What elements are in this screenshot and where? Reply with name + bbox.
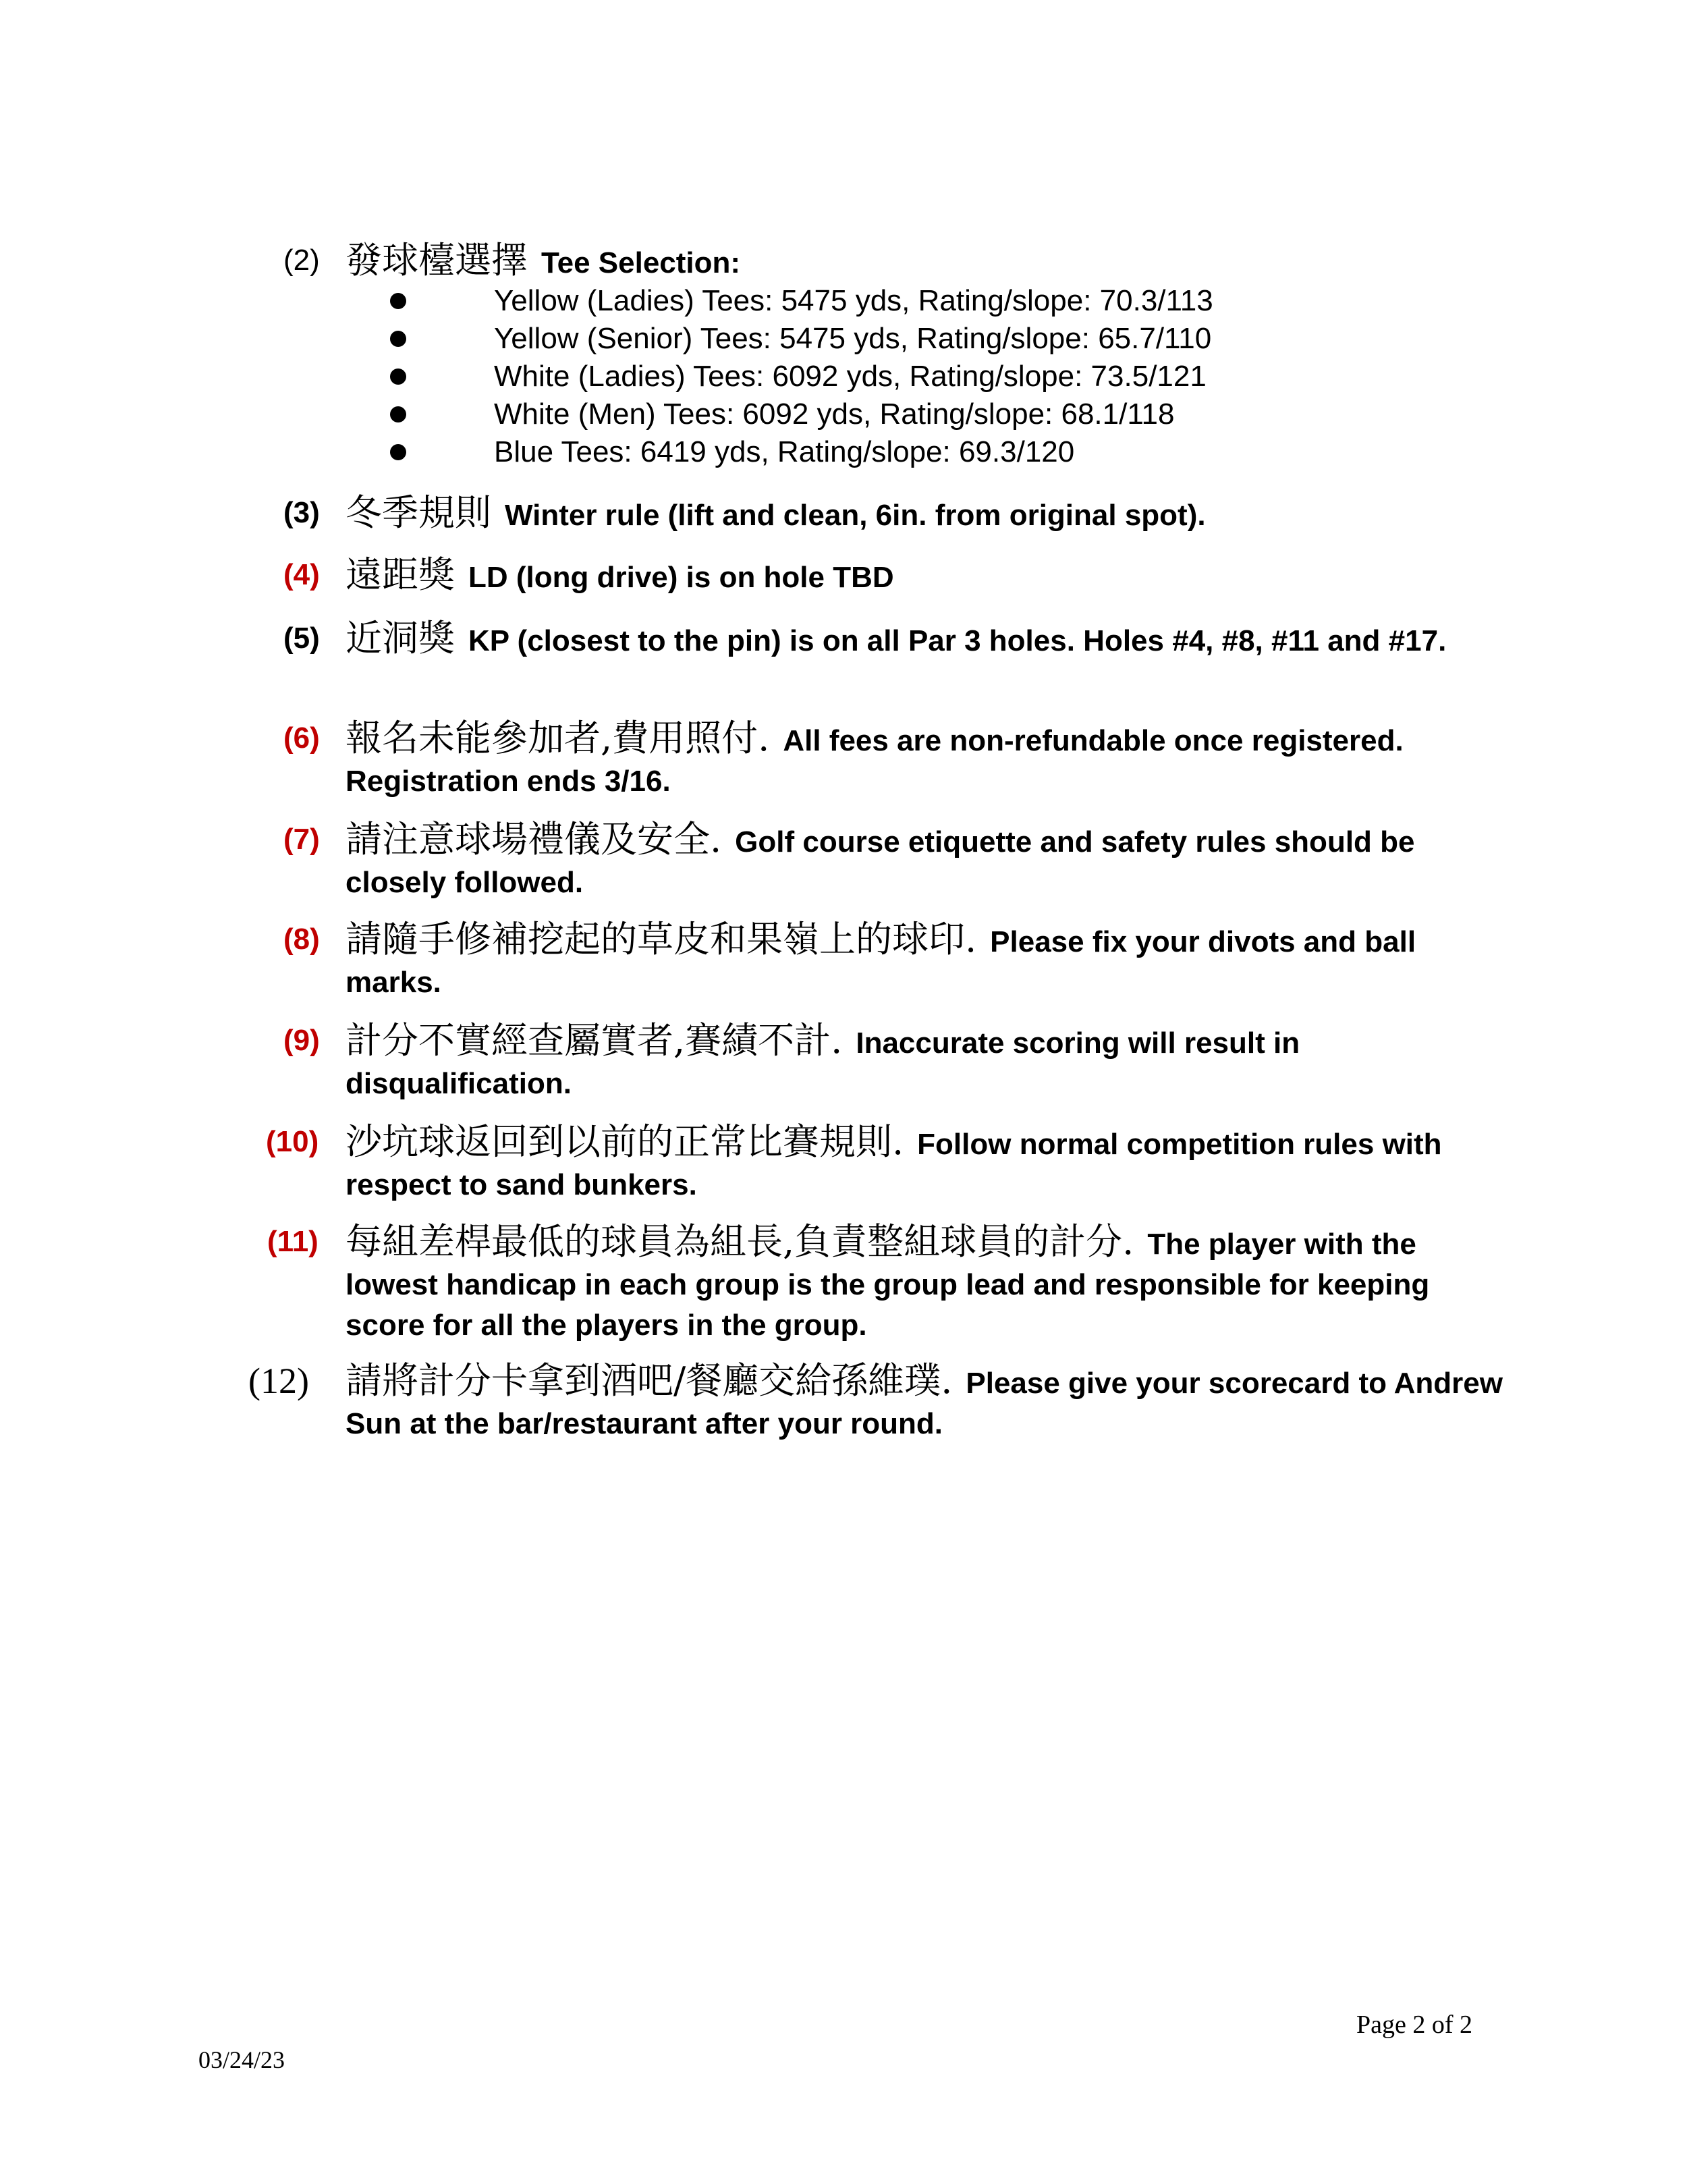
rule-number: (7): [283, 823, 320, 856]
list-item: [0, 320, 1687, 358]
rule-text-zh: 發球檯選擇: [345, 239, 528, 281]
bullet-icon: [390, 368, 406, 385]
rule-number: (6): [283, 721, 320, 755]
rule-text-en: KP (closest to the pin) is on all Par 3 holes. Holes #4, #8, #11 and #17.: [468, 624, 1447, 657]
rule-number: (2): [283, 244, 320, 277]
rule-text-en: Please give your scorecard to Andrew Sun at the bar/restaurant after your round.: [345, 1367, 1503, 1440]
tee-option-text: White (Ladies) Tees: 6092 yds, Rating/slope: 73.5/121: [494, 360, 1207, 393]
rule-text-zh: 每組差桿最低的球員為組長,負責整組球員的計分.: [345, 1220, 1134, 1263]
rule-text-zh: 請注意球場禮儀及安全.: [345, 818, 722, 861]
rule-body: [345, 1222, 1506, 1346]
rule-body: [345, 1122, 1506, 1205]
tee-option-text: Yellow (Ladies) Tees: 5475 yds, Rating/slope: 70.3/113: [494, 284, 1213, 317]
rule-number: (8): [283, 923, 320, 956]
rule-body: [345, 493, 1506, 536]
list-item: [0, 433, 1687, 471]
rule-number: (10): [266, 1125, 319, 1158]
rule-number: (11): [267, 1225, 319, 1258]
rule-body: [345, 618, 1506, 661]
bullet-icon: [390, 444, 406, 460]
rule-text-en: Inaccurate scoring will result in disqualification.: [345, 1027, 1300, 1100]
tee-option-text: Blue Tees: 6419 yds, Rating/slope: 69.3/120: [494, 435, 1075, 468]
rule-text-en: All fees are non-refundable once registered. Registration ends 3/16.: [345, 724, 1404, 798]
rule-text-en: LD (long drive) is on hole TBD: [468, 561, 894, 594]
rule-body: [345, 1361, 1506, 1444]
rule-text-zh: 計分不實經查屬實者,賽績不計.: [345, 1019, 843, 1062]
rule-text-zh: 遠距獎: [345, 553, 455, 596]
rule-body: [345, 718, 1506, 802]
rule-body: [345, 240, 1506, 283]
rule-text-en: Follow normal competition rules with respect to sand bunkers.: [345, 1128, 1442, 1201]
rule-text-zh: 報名未能參加者,費用照付.: [345, 717, 770, 759]
rule-text-en: Please fix your divots and ball marks.: [345, 925, 1416, 999]
bullet-icon: [390, 406, 406, 422]
rule-text-zh: 沙坑球返回到以前的正常比賽規則.: [345, 1120, 904, 1163]
rule-body: [345, 1020, 1506, 1104]
rule-body: [345, 555, 1506, 598]
rule-body: [345, 819, 1506, 903]
rule-text-en: The player with the lowest handicap in each group is the group lead and responsible for keeping score for all the players in the group.: [345, 1228, 1430, 1342]
page-number: Page 2 of 2: [1356, 2011, 1473, 2039]
rule-number: (3): [283, 496, 320, 529]
tee-option-text: White (Men) Tees: 6092 yds, Rating/slope: 68.1/118: [494, 398, 1175, 431]
document-date: 03/24/23: [198, 2046, 285, 2073]
rule-text-zh: 請隨手修補挖起的草皮和果嶺上的球印.: [345, 918, 977, 960]
bullet-icon: [390, 331, 406, 347]
rule-text-en: Golf course etiquette and safety rules should be closely followed.: [345, 825, 1415, 899]
rule-text-en: Winter rule (lift and clean, 6in. from original spot).: [505, 499, 1206, 532]
rule-text-zh: 冬季規則: [345, 491, 491, 534]
list-item: [0, 358, 1687, 395]
rule-text-zh: 請將計分卡拿到酒吧/餐廳交給孫維璞.: [345, 1359, 953, 1402]
list-item: [0, 282, 1687, 320]
tee-option-text: Yellow (Senior) Tees: 5475 yds, Rating/slope: 65.7/110: [494, 322, 1212, 355]
rule-number: (4): [283, 558, 320, 591]
list-item: [0, 395, 1687, 433]
rule-number: (12): [248, 1361, 309, 1401]
rule-body: [345, 919, 1506, 1003]
rule-number: (5): [283, 622, 320, 655]
rule-text-en: Tee Selection:: [541, 246, 741, 279]
bullet-icon: [390, 293, 406, 309]
rule-number: (9): [283, 1024, 320, 1057]
rule-text-zh: 近洞獎: [345, 617, 455, 659]
